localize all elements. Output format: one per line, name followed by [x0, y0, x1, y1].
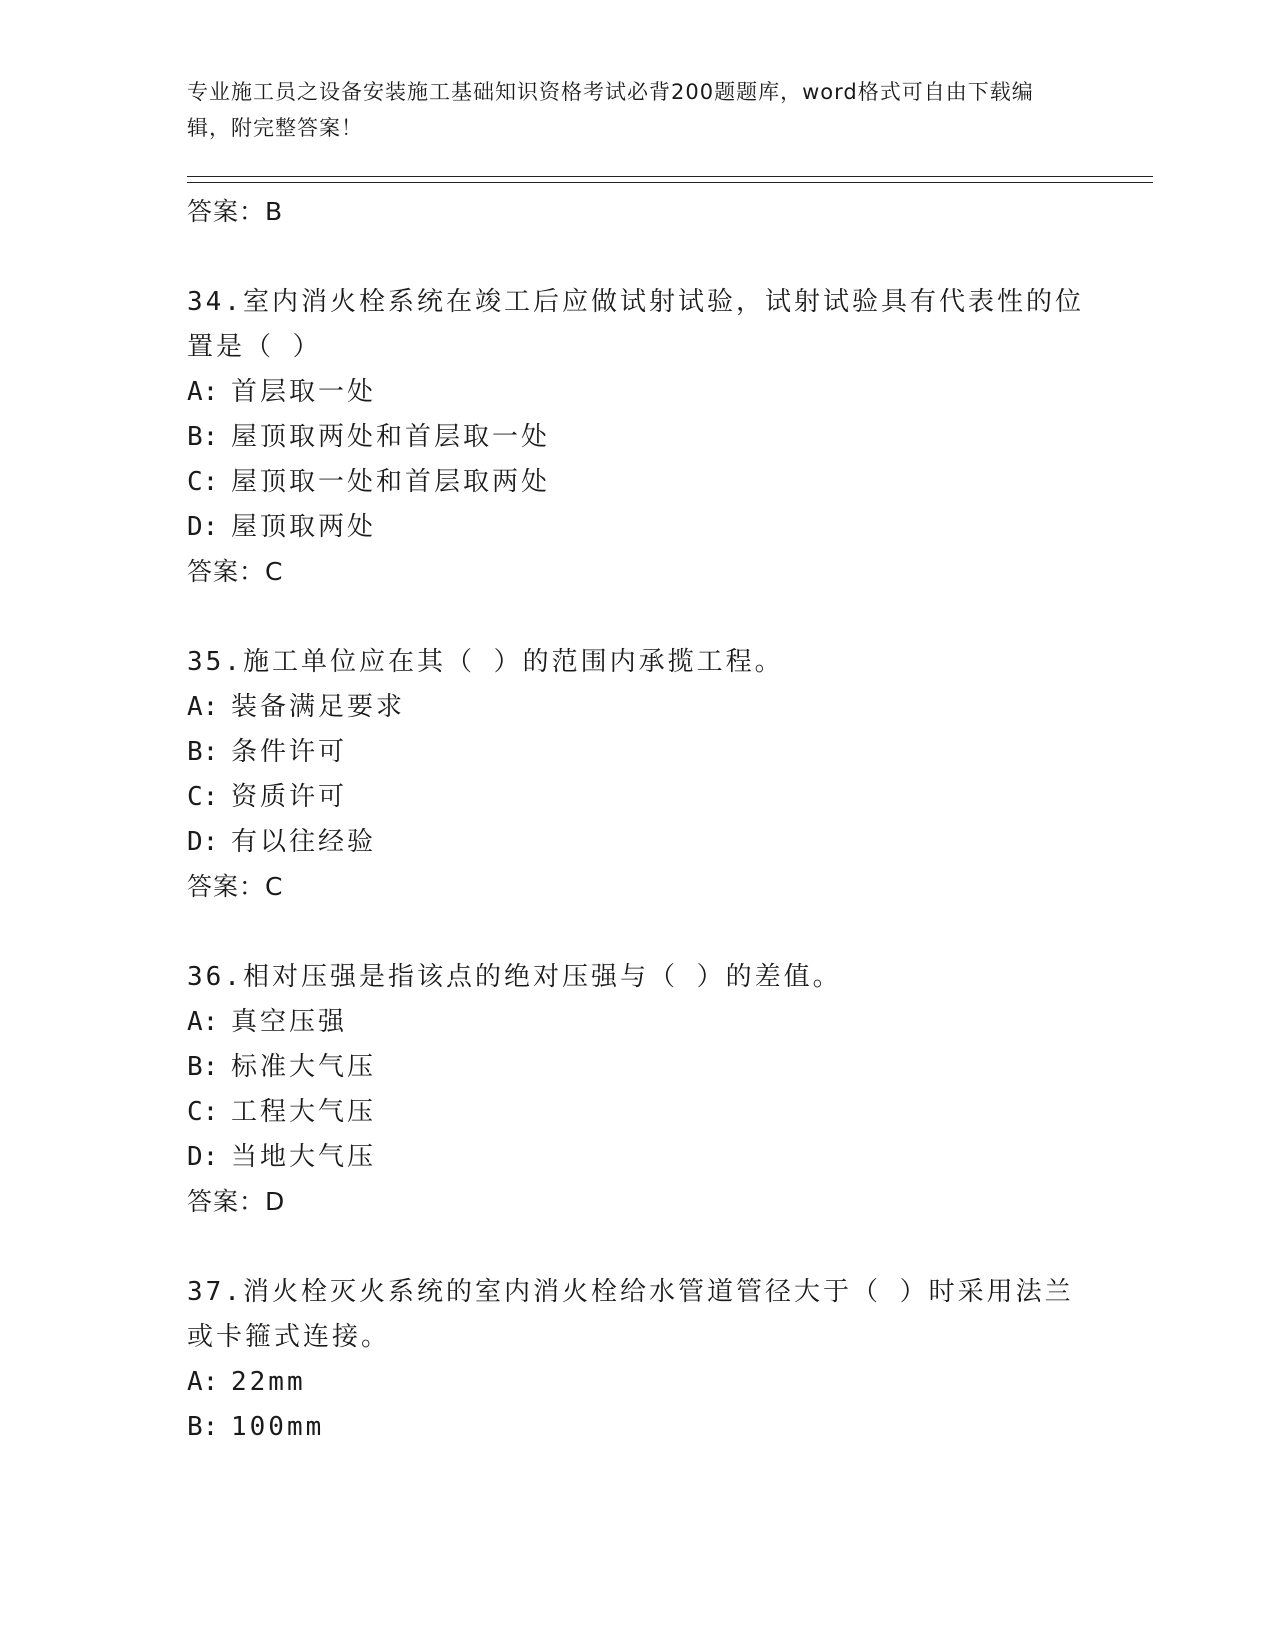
option-label: B: [187, 737, 219, 767]
option-label: A: [187, 692, 219, 722]
question-37 [187, 1270, 1087, 1450]
question-text: 36.相对压强是指该点的绝对压强与（ ）的差值。 [187, 962, 842, 992]
option-label: D: [187, 1142, 219, 1172]
answer-line: 答案：C [187, 872, 284, 901]
option-b [187, 415, 1087, 460]
question-text: 37.消火栓灭火系统的室内消火栓给水管道管径大于（ ）时采用法兰或卡箍式连接。 [187, 1277, 1074, 1352]
header-rule-top [187, 176, 1153, 177]
option-text: 当地大气压 [231, 1142, 377, 1172]
option-label: D: [187, 512, 219, 542]
option-text: 100mm [231, 1412, 325, 1442]
option-b [187, 1405, 1087, 1450]
option-text: 装备满足要求 [231, 692, 406, 722]
answer-line: 答案：C [187, 557, 284, 586]
option-a [187, 370, 1087, 415]
option-text: 标准大气压 [231, 1052, 377, 1082]
option-d [187, 505, 1087, 550]
option-c [187, 1090, 1087, 1135]
previous-answer: 答案：B [187, 197, 284, 226]
option-a [187, 1360, 1087, 1405]
answer-line: 答案：D [187, 1187, 286, 1216]
option-label: C: [187, 467, 219, 497]
option-label: A: [187, 377, 219, 407]
option-label: C: [187, 1097, 219, 1127]
question-text: 35.施工单位应在其（ ）的范围内承揽工程。 [187, 647, 784, 677]
option-text: 条件许可 [231, 737, 348, 767]
option-d [187, 1135, 1087, 1180]
option-text: 屋顶取两处和首层取一处 [231, 422, 551, 452]
option-b [187, 1045, 1087, 1090]
page-header: 专业施工员之设备安装施工基础知识资格考试必背200题题库，word格式可自由下载编辑，附完整答案！ [187, 80, 1034, 140]
question-35 [187, 640, 1087, 909]
option-text: 屋顶取一处和首层取两处 [231, 467, 551, 497]
option-text: 真空压强 [231, 1007, 348, 1037]
option-text: 资质许可 [231, 782, 348, 812]
question-34 [187, 280, 1087, 594]
option-text: 工程大气压 [231, 1097, 377, 1127]
option-text: 首层取一处 [231, 377, 377, 407]
option-label: D: [187, 827, 219, 857]
option-label: B: [187, 422, 219, 452]
option-b [187, 730, 1087, 775]
option-label: B: [187, 1052, 219, 1082]
option-d [187, 820, 1087, 865]
question-text: 34.室内消火栓系统在竣工后应做试射试验，试射试验具有代表性的位置是（ ） [187, 287, 1084, 362]
option-a [187, 685, 1087, 730]
option-label: B: [187, 1412, 219, 1442]
option-text: 22mm [231, 1367, 306, 1397]
option-c [187, 775, 1087, 820]
option-label: C: [187, 782, 219, 812]
option-text: 屋顶取两处 [231, 512, 377, 542]
option-label: A: [187, 1007, 219, 1037]
option-label: A: [187, 1367, 219, 1397]
option-a [187, 1000, 1087, 1045]
option-text: 有以往经验 [231, 827, 377, 857]
question-36 [187, 955, 1087, 1224]
option-c [187, 460, 1087, 505]
header-rule-bottom [187, 182, 1153, 183]
question-list [187, 190, 1087, 1450]
